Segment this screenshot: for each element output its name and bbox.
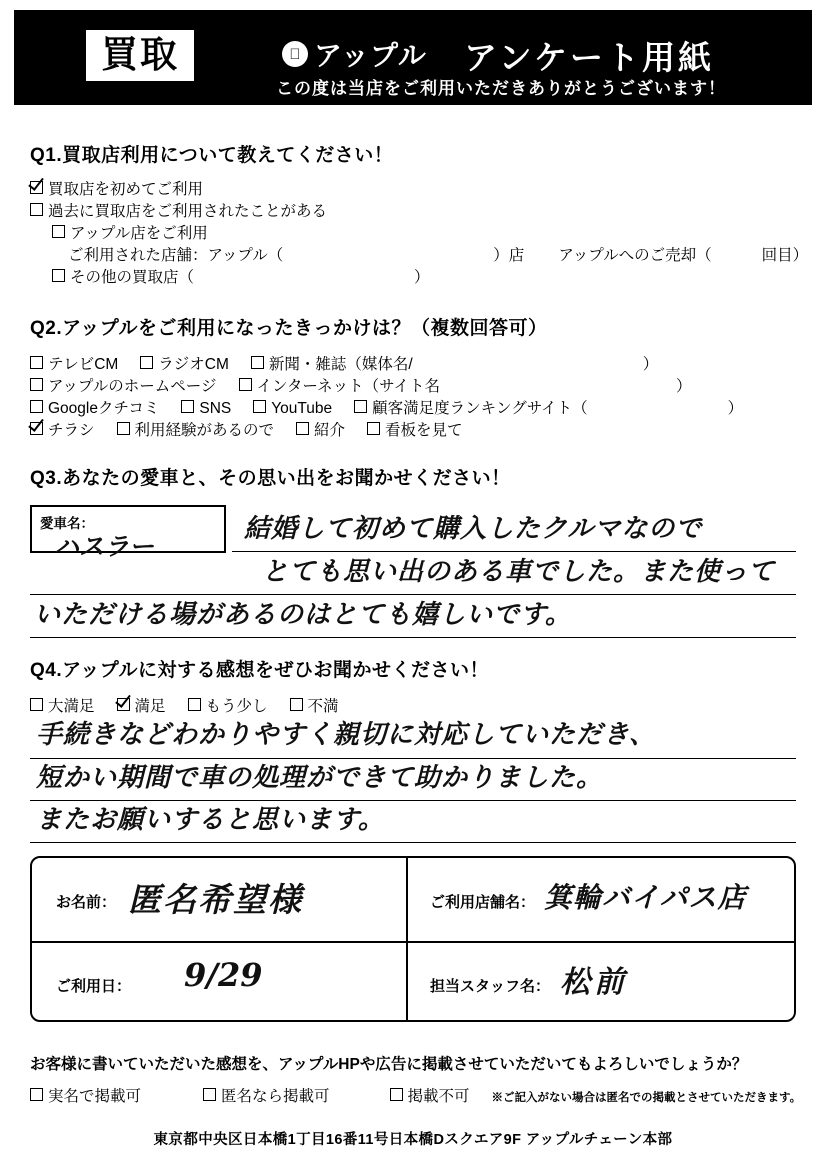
q2-option-label: SNS bbox=[199, 400, 232, 417]
customer-info-table bbox=[30, 856, 796, 1022]
q1-shop-detail-row bbox=[30, 245, 808, 267]
question-4 bbox=[30, 655, 489, 718]
checkbox-icon[interactable] bbox=[296, 422, 309, 435]
checkbox-icon[interactable] bbox=[253, 400, 266, 413]
q1-option-3[interactable] bbox=[30, 267, 808, 289]
checkbox-icon[interactable] bbox=[30, 400, 43, 413]
q2-option-0-2[interactable] bbox=[251, 354, 658, 376]
apple-mark-icon bbox=[282, 41, 308, 67]
q2-row-3 bbox=[30, 420, 743, 442]
q1-shop-line-a: ご利用された店舗：アップル（ bbox=[68, 247, 284, 264]
question-2 bbox=[30, 313, 743, 442]
q2-option-label: アップルのホームページ bbox=[48, 378, 217, 395]
q1-shop-line-b-end: 回目） bbox=[761, 247, 809, 264]
shop-label: ご利用店舗名： bbox=[430, 894, 536, 911]
checkbox-icon[interactable] bbox=[367, 422, 380, 435]
checkbox-icon[interactable] bbox=[181, 400, 194, 413]
q1-other-close: ） bbox=[414, 269, 430, 286]
q1-shop-line-b: アップルへのご売却（ bbox=[558, 247, 712, 264]
company-address: 東京都中央区日本橋1丁目16番11号日本橋Dスクエア9F アップルチェーン本部 bbox=[153, 1132, 673, 1148]
q4-answer-line-1: 手続きなどわかりやすく親切に対応していただき、 bbox=[36, 720, 656, 750]
q2-option-3-2[interactable] bbox=[296, 420, 345, 442]
q2-option-label: チラシ bbox=[48, 422, 95, 439]
q2-option-2-0[interactable] bbox=[30, 398, 159, 420]
q2-option-2-2[interactable] bbox=[253, 398, 332, 420]
q2-option-label: YouTube bbox=[271, 400, 333, 417]
checkbox-icon[interactable] bbox=[117, 698, 130, 711]
q4-rule-3 bbox=[30, 842, 796, 843]
q2-option-1-1[interactable] bbox=[239, 376, 692, 398]
checkbox-icon[interactable] bbox=[52, 269, 65, 282]
q2-option-1-0[interactable] bbox=[30, 376, 217, 398]
q2-option-3-3[interactable] bbox=[367, 420, 463, 442]
q4-option-label: 満足 bbox=[134, 698, 166, 715]
staff-value: 松前 bbox=[560, 965, 628, 1000]
q4-option-label: 大満足 bbox=[48, 698, 95, 715]
car-name-value: ハスラー bbox=[54, 532, 155, 561]
q2-option-label: テレビCM bbox=[48, 356, 119, 373]
checkbox-icon[interactable] bbox=[30, 378, 43, 391]
q1-option-1[interactable] bbox=[30, 201, 808, 223]
table-horizontal-divider bbox=[32, 941, 794, 943]
date-label: ご利用日： bbox=[56, 978, 132, 995]
q2-row-0 bbox=[30, 354, 743, 376]
q2-title: Q2.アップルをご利用になったきっかけは？（複数回答可） bbox=[30, 318, 548, 339]
checkbox-icon[interactable] bbox=[354, 400, 367, 413]
q4-answer-line-3: またお願いすると思います。 bbox=[36, 805, 385, 835]
q2-option-label: 紹介 bbox=[314, 422, 346, 439]
question-3 bbox=[30, 463, 511, 490]
q2-option-close: ） bbox=[727, 400, 744, 417]
q3-answer-line-1: 結婚して初めて購入したクルマなので bbox=[244, 514, 703, 544]
q2-option-3-1[interactable] bbox=[117, 420, 275, 442]
name-label: お名前： bbox=[56, 894, 117, 911]
q4-title: Q4.アップルに対する感想をぜひお聞かせください！ bbox=[30, 660, 490, 681]
checkbox-icon[interactable] bbox=[140, 356, 153, 369]
banner-title: アンケート用紙 bbox=[464, 39, 715, 76]
q1-option-2[interactable] bbox=[30, 223, 808, 245]
staff-label: 担当スタッフ名： bbox=[430, 978, 551, 995]
table-vertical-divider bbox=[406, 858, 408, 1020]
publication-options-row bbox=[30, 1086, 801, 1109]
checkbox-icon[interactable] bbox=[30, 203, 43, 216]
q4-answer-line-2: 短かい期間で車の処理ができて助かりました。 bbox=[36, 763, 604, 793]
checkbox-icon[interactable] bbox=[251, 356, 264, 369]
car-name-box[interactable] bbox=[30, 505, 226, 561]
checkbox-icon[interactable] bbox=[30, 1088, 43, 1101]
q2-option-close: ） bbox=[642, 356, 659, 373]
publication-option-0[interactable] bbox=[30, 1086, 141, 1108]
checkbox-icon[interactable] bbox=[117, 422, 130, 435]
publication-question: お客様に書いていただいた感想を、アップルHPや広告に掲載させていただいてもよろしいでしょうか？ bbox=[30, 1056, 748, 1073]
q2-option-label: 利用経験があるので bbox=[134, 422, 275, 439]
banner-subtitle: この度は当店をご利用いただきありがとうございます！ bbox=[276, 79, 726, 98]
checkbox-icon[interactable] bbox=[290, 698, 303, 711]
checkbox-icon[interactable] bbox=[390, 1088, 403, 1101]
q2-row-2 bbox=[30, 398, 743, 420]
q2-row-1 bbox=[30, 376, 743, 398]
q3-title: Q3.あなたの愛車と、その思い出をお聞かせください！ bbox=[30, 468, 511, 489]
car-name-label: 愛車名： bbox=[40, 516, 94, 531]
q2-option-label: 看板を見て bbox=[385, 422, 463, 439]
checkbox-icon[interactable] bbox=[52, 225, 65, 238]
q3-rule-3 bbox=[30, 637, 796, 638]
publication-option-label: 実名で掲載可 bbox=[48, 1088, 142, 1105]
publication-option-1[interactable] bbox=[203, 1086, 330, 1108]
q1-option-label: アップル店をご利用 bbox=[70, 225, 208, 242]
question-1 bbox=[30, 140, 808, 289]
q2-option-close: ） bbox=[676, 378, 692, 395]
name-value: 匿名希望様 bbox=[128, 880, 303, 919]
q2-option-label: 新聞・雑誌（媒体名/ bbox=[268, 356, 413, 373]
checkbox-icon[interactable] bbox=[30, 698, 43, 711]
kaitori-badge: 買取 bbox=[86, 30, 194, 81]
q1-option-0[interactable] bbox=[30, 179, 808, 201]
q2-option-3-0[interactable] bbox=[30, 420, 95, 442]
q2-option-0-0[interactable] bbox=[30, 354, 118, 376]
q4-option-label: もう少し bbox=[205, 698, 268, 715]
checkbox-icon[interactable] bbox=[188, 698, 201, 711]
q3-answer-line-3: いただける場があるのはとても嬉しいです。 bbox=[34, 600, 572, 630]
publication-option-label: 匿名なら掲載可 bbox=[221, 1088, 330, 1105]
checkbox-icon[interactable] bbox=[203, 1088, 216, 1101]
q2-option-2-1[interactable] bbox=[181, 398, 231, 420]
q2-option-label: ラジオCM bbox=[158, 356, 229, 373]
date-value: 9/29 bbox=[184, 956, 263, 994]
q1-option-label: 買取店を初めてご利用 bbox=[48, 181, 204, 198]
q2-option-label: 顧客満足度ランキングサイト（ bbox=[372, 400, 588, 417]
q3-answer-line-2: とても思い出のある車でした。また使って bbox=[262, 557, 776, 587]
checkbox-icon[interactable] bbox=[30, 356, 43, 369]
q2-option-label: Googleクチコミ bbox=[48, 400, 160, 417]
checkbox-icon[interactable] bbox=[30, 422, 43, 435]
brand-name: アップル bbox=[314, 40, 427, 71]
q4-option-label: 不満 bbox=[307, 698, 339, 715]
q2-option-2-3[interactable] bbox=[354, 398, 743, 420]
publication-option-2[interactable] bbox=[390, 1086, 470, 1108]
q1-title: Q1.買取店利用について教えてください！ bbox=[30, 145, 394, 166]
publication-option-label: 掲載不可 bbox=[407, 1088, 470, 1105]
checkbox-icon[interactable] bbox=[239, 378, 252, 391]
brand-logo bbox=[282, 34, 427, 74]
q1-option-label: 過去に買取店をご利用されたことがある bbox=[48, 203, 328, 220]
q1-shop-line-a-end: ）店 bbox=[493, 247, 525, 264]
q2-option-label: インターネット（サイト名 bbox=[256, 378, 441, 395]
q2-option-0-1[interactable] bbox=[140, 354, 229, 376]
q1-option-label: その他の買取店（ bbox=[70, 269, 195, 286]
header-banner bbox=[14, 10, 812, 105]
publication-note: ※ご記入がない場合は匿名での掲載とさせていただきます。 bbox=[491, 1092, 802, 1104]
checkbox-icon[interactable] bbox=[30, 181, 43, 194]
shop-value: 箕輪バイパス店 bbox=[544, 881, 747, 914]
